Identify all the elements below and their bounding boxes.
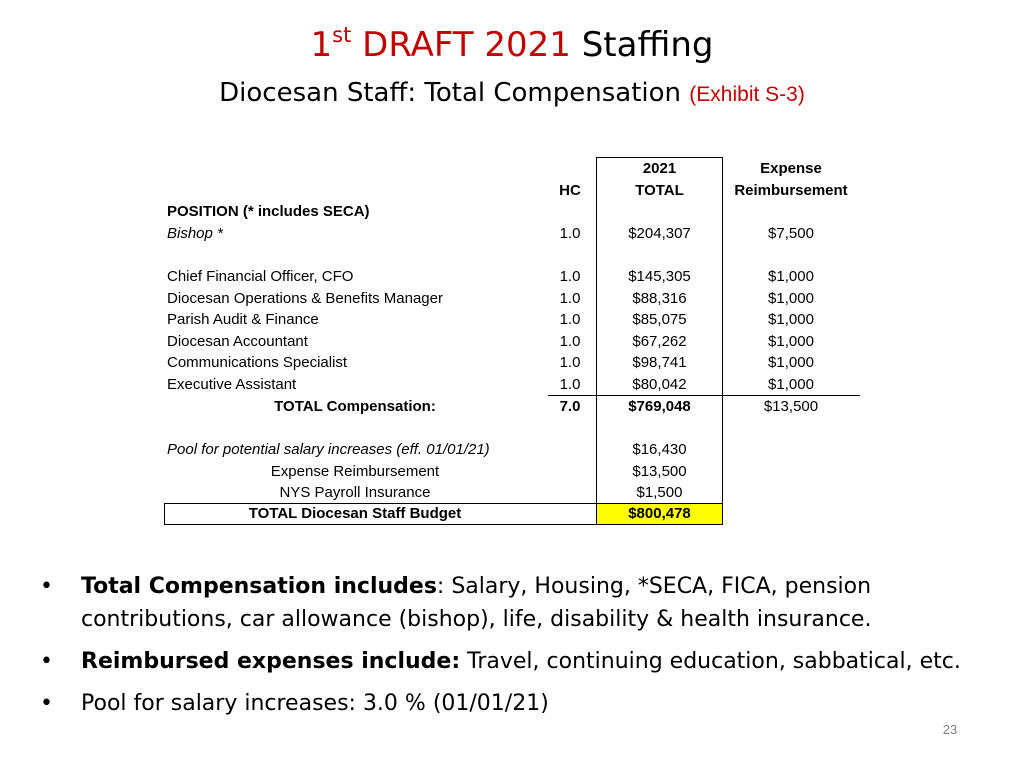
pool-total: $16,430 [632,441,687,458]
table-row-total: $80,042 [632,376,687,393]
table-row-hc: 1.0 [559,354,581,371]
title-ordinal: 1st DRAFT 2021 [310,23,571,65]
expense-reimbursement-label: Expense Reimbursement [270,463,440,480]
table-row-hc: 1.0 [559,311,581,328]
row-total-bishop: $204,307 [628,225,691,242]
total-compensation-label: TOTAL Compensation: [274,398,436,415]
total-compensation-expense: $13,500 [763,398,819,415]
slide-subtitle: Diocesan Staff: Total Compensation (Exhibit S-3) [219,78,805,108]
table-row-total: $145,305 [628,268,691,285]
bullet-dot-icon: • [40,649,53,674]
page-number: 23 [942,722,958,737]
table-row-expense: $1,000 [768,290,814,307]
row-hc-bishop: 1.0 [559,225,581,242]
table-row-position: Executive Assistant [167,376,297,393]
table-row-total: $88,316 [632,290,687,307]
total-compensation-hc: 7.0 [559,398,581,415]
bullet-salary-pool: • Pool for salary increases: 3.0 % (01/01/21) [40,687,980,720]
row-expense-bishop: $7,500 [768,225,814,242]
table-row-hc: 1.0 [559,290,581,307]
table-row-expense: $1,000 [768,333,814,350]
notes-list [40,570,980,729]
header-total-year: 2021 [642,160,677,177]
header-total: TOTAL [635,182,684,199]
grand-total-box-left [164,503,165,525]
bullet-total-compensation: • Total Compensation includes: Salary, Housing, *SECA, FICA, pension contributions, car allowance (bishop), life, disability & health insurance. [40,570,980,636]
row-position-bishop: Bishop * [167,225,223,242]
table-row-expense: $1,000 [768,376,814,393]
table-row-position: Diocesan Operations & Benefits Manager [167,290,443,307]
expense-reimbursement-total: $13,500 [632,463,687,480]
grand-total-box-bottom [164,524,723,525]
table-row-hc: 1.0 [559,268,581,285]
bullet-dot-icon: • [40,691,53,716]
table-row-expense: $1,000 [768,354,814,371]
section-label: POSITION (* includes SECA) [167,203,370,220]
total-compensation-total: $769,048 [628,398,691,415]
exhibit-label: (Exhibit S-3) [689,83,805,106]
table-row-expense: $1,000 [768,311,814,328]
header-expense-line1: Expense [760,160,822,177]
table-row-total: $85,075 [632,311,687,328]
grand-total-value: $800,478 [628,505,691,522]
table-row-position: Chief Financial Officer, CFO [167,268,354,285]
table-row-total: $67,262 [632,333,687,350]
title-staffing: Staffing [581,25,714,65]
table-row-position: Parish Audit & Finance [167,311,319,328]
header-hc: HC [559,182,581,199]
table-row-hc: 1.0 [559,333,581,350]
bullet-reimbursed-expenses: • Reimbursed expenses include: Travel, continuing education, sabbatical, etc. [40,645,980,678]
table-row-total: $98,741 [632,354,687,371]
table-row-hc: 1.0 [559,376,581,393]
table-row-position: Diocesan Accountant [167,333,308,350]
grand-total-label: TOTAL Diocesan Staff Budget [248,505,462,522]
bullet-dot-icon: • [40,574,53,599]
header-expense-line2: Reimbursement [734,182,848,199]
payroll-insurance-label: NYS Payroll Insurance [279,484,431,501]
payroll-insurance-total: $1,500 [636,484,683,501]
table-row-expense: $1,000 [768,268,814,285]
table-row-position: Communications Specialist [167,354,348,371]
pool-label: Pool for potential salary increases (eff. 01/01/21) [167,441,490,458]
